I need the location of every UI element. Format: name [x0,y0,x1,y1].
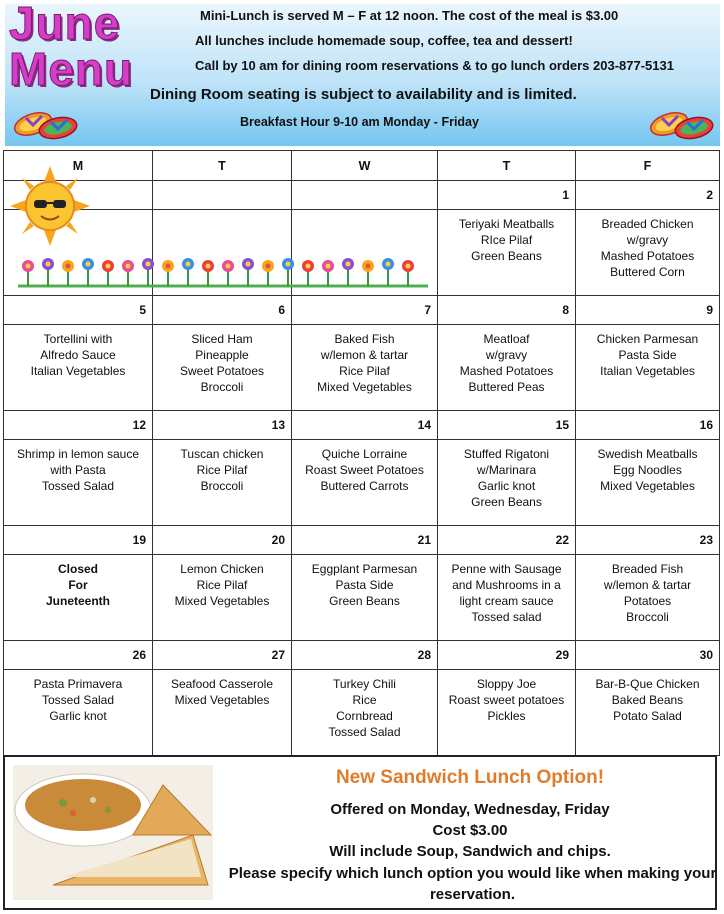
menu-item: Meatloaf [483,332,530,346]
menu-item: Rice Pilaf [196,578,248,592]
menu-item: Breaded Chicken [601,217,694,231]
menu-item: Potato Salad [613,709,682,723]
menu-item: Sloppy Joe [476,677,537,691]
menu-item: Baked Beans [611,693,684,707]
menu-cell [438,440,576,526]
menu-item: Tuscan chicken [180,447,264,461]
menu-item: Closed [57,562,98,576]
menu-item: Baked Fish [334,332,395,346]
menu-item: Breaded Fish [611,562,684,576]
day-header-tuesday: T [153,151,292,181]
menu-cell [153,670,292,756]
menu-item: Rice Pilaf [196,463,248,477]
soup-sandwich-image [13,765,213,900]
menu-cell [576,210,720,296]
menu-item: w/lemon & tartar [603,578,692,592]
menu-item: Tortellini with [43,332,113,346]
flowers-decoration [18,252,428,290]
date-cell: 2 [576,181,720,210]
title-menu: Menu [9,43,134,95]
menu-item: Tossed Salad [41,479,115,493]
menu-item: Roast sweet potatoes [448,693,565,707]
menu-item: Italian Vegetables [30,364,126,378]
menu-cell [292,325,438,411]
menu-item: Roast Sweet Potatoes [305,463,424,477]
menu-cell [438,670,576,756]
date-cell: 22 [438,526,576,555]
flip-flops-left-icon [11,102,81,144]
sandwich-instruction: Please specify which lunch option you would like when making your reservation. [228,865,717,903]
menu-item: Mixed Vegetables [174,594,270,608]
menu-item: Alfredo Sauce [40,348,116,362]
menu-item: Seafood Casserole [170,677,274,691]
menu-cell [153,325,292,411]
menu-item: Sliced Ham [191,332,253,346]
menu-item: Green Beans [471,495,542,509]
menu-item: w/gravy [626,233,669,247]
date-cell: 12 [4,411,153,440]
menu-item: Pasta Side [618,348,677,362]
menu-item: Pineapple [195,348,249,362]
date-cell: 16 [576,411,720,440]
menu-item: Juneteenth [45,594,110,608]
menu-item: Quiche Lorraine [321,447,408,461]
menu-item: Green Beans [329,594,400,608]
date-cell: 28 [292,641,438,670]
day-header-friday: F [576,151,720,181]
day-header-wednesday: W [292,151,438,181]
menu-cell [292,440,438,526]
menu-item: w/gravy [485,348,528,362]
menu-cell [153,555,292,641]
menu-item: Sweet Potatoes [179,364,265,378]
menu-item: w/lemon & tartar [320,348,409,362]
date-cell: 23 [576,526,720,555]
sun-sunglasses-icon [10,166,90,246]
date-cell: 7 [292,296,438,325]
menu-item: Penne with Sausage [451,562,562,576]
sandwich-option-panel [3,755,717,910]
menu-item: Swedish Meatballs [597,447,698,461]
day-header-thursday: T [438,151,576,181]
menu-item: Broccoli [626,610,669,624]
date-cell: 30 [576,641,720,670]
menu-cell [438,210,576,296]
info-seating: Dining Room seating is subject to availability and is limited. [150,86,577,103]
menu-item: and Mushrooms in a [452,578,561,592]
menu-item: Cornbread [336,709,393,723]
menu-item: Pickles [487,709,526,723]
menu-item: Garlic knot [477,479,536,493]
menu-item: Rice [352,693,377,707]
flip-flops-right-icon [647,102,717,144]
menu-item: Tossed Salad [328,725,401,739]
menu-cell [438,325,576,411]
date-cell: 1 [438,181,576,210]
menu-item: Broccoli [200,380,244,394]
date-cell: 27 [153,641,292,670]
menu-item: Teriyaki Meatballs [458,217,555,231]
menu-item: Turkey Chili [333,677,396,691]
menu-item: Buttered Peas [468,380,545,394]
menu-cell [576,555,720,641]
menu-item: Buttered Carrots [320,479,409,493]
menu-item: light cream sauce [459,594,554,608]
menu-item: Bar-B-Que Chicken [595,677,700,691]
sandwich-title: New Sandwich Lunch Option! [335,767,605,788]
menu-item: Tossed Salad [41,693,115,707]
info-mini-lunch: Mini-Lunch is served M – F at 12 noon. The cost of the meal is $3.00 [200,8,619,23]
sandwich-cost: Cost $3.00 [432,822,508,839]
menu-item: w/Marinara [476,463,537,477]
date-cell: 15 [438,411,576,440]
menu-item: with Pasta [50,463,106,477]
menu-cell [4,670,153,756]
date-cell: 21 [292,526,438,555]
date-cell: 9 [576,296,720,325]
date-cell: 13 [153,411,292,440]
menu-item: Stuffed Rigatoni [463,447,550,461]
menu-item: Pasta Side [335,578,394,592]
menu-cell-closed [4,555,153,641]
date-cell: 26 [4,641,153,670]
date-cell: 5 [4,296,153,325]
menu-cell [576,440,720,526]
date-cell: 14 [292,411,438,440]
menu-cell [292,555,438,641]
menu-item: Buttered Corn [610,265,685,279]
menu-item: Potatoes [623,594,672,608]
menu-item: Mixed Vegetables [317,380,412,394]
menu-item: Shrimp in lemon sauce [16,447,140,461]
header-banner [5,0,720,146]
menu-cell [438,555,576,641]
date-cell: 6 [153,296,292,325]
date-cell: 8 [438,296,576,325]
menu-item: Garlic knot [49,709,107,723]
info-includes: All lunches include homemade soup, coffee, tea and dessert! [195,33,573,48]
menu-cell [576,325,720,411]
date-cell: 20 [153,526,292,555]
menu-item: Mixed Vegetables [174,693,270,707]
menu-cell [576,670,720,756]
menu-item: Green Beans [471,249,542,263]
title-june: June [9,0,121,49]
sandwich-days: Offered on Monday, Wednesday, Friday [330,801,610,818]
menu-item: Eggplant Parmesan [311,562,418,576]
menu-item: Egg Noodles [613,463,682,477]
menu-item: Mashed Potatoes [459,364,554,378]
info-breakfast: Breakfast Hour 9-10 am Monday - Friday [240,115,479,129]
menu-item: Chicken Parmesan [596,332,699,346]
date-cell: 29 [438,641,576,670]
menu-item: RIce Pilaf [480,233,533,247]
menu-item: Broccoli [200,479,244,493]
menu-cell [4,440,153,526]
menu-item: Italian Vegetables [600,364,695,378]
menu-cell [292,670,438,756]
menu-calendar [3,150,720,756]
menu-item: Mashed Potatoes [600,249,695,263]
menu-item: Tossed salad [471,610,542,624]
date-cell: 19 [4,526,153,555]
menu-item: Pasta Primavera [33,677,123,691]
day-header-monday: M [4,151,153,181]
menu-item: Rice Pilaf [339,364,390,378]
menu-item: Lemon Chicken [180,562,264,576]
date-cell [292,181,438,210]
menu-cell [4,325,153,411]
menu-item: Mixed Vegetables [600,479,695,493]
sandwich-includes: Will include Soup, Sandwich and chips. [329,843,611,860]
menu-cell [153,440,292,526]
date-cell [153,181,292,210]
menu-item: For [68,578,88,592]
info-reservations: Call by 10 am for dining room reservations & to go lunch orders 203-877-5131 [195,58,674,73]
